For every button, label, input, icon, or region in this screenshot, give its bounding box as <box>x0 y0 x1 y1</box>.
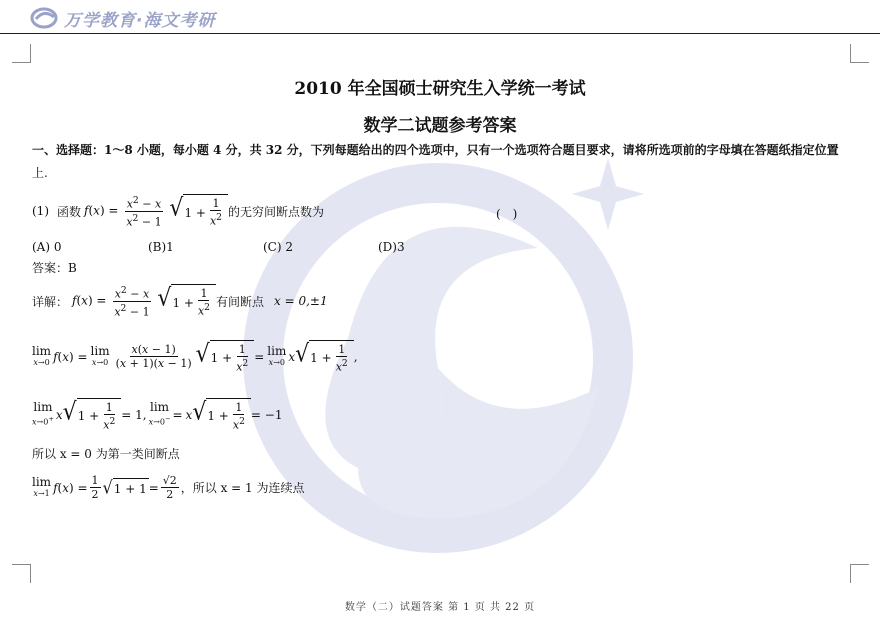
detail-label: 详解： <box>32 294 69 309</box>
option-a: (A) 0 <box>32 240 62 254</box>
conclusion-2: ，所以 x = 1 为连续点 <box>180 481 305 495</box>
section-heading: 一、选择题：1～8 小题，每小题 4 分，共 32 分，下列每题给出的四个选项中，只有一个选项符合题目要求，请将所选项前的字母填在答题纸指定位置 <box>32 143 839 157</box>
conclusion-1: 所以 x = 0 为第一类间断点 <box>32 447 180 461</box>
option-b: (B)1 <box>148 240 174 254</box>
option-c: (C) 2 <box>263 240 293 254</box>
detail-expression: f(x) = $\frac{x^2 - x}{x^2 - 1}$ √ 1 + $\frac{1}{x^2}$ <box>72 284 216 318</box>
limit-line-2: lim x→0+ x √ 1 + $\frac{1}{x^2}$ = 1, lim x→0− = x √ 1 + $\frac{1}{x^2}$ = −1 <box>32 398 283 432</box>
answer-label: 答案：B <box>32 261 77 275</box>
crop-mark-top-right <box>850 44 869 63</box>
function-expression: f(x) = $\frac{x^2 - x}{x^2 - 1}$ √ 1 + $\frac{1}{x^2}$ <box>84 194 228 228</box>
question-number: (1) <box>32 204 49 219</box>
crop-mark-bottom-left <box>12 564 31 583</box>
exam-subtitle: 数学二试题参考答案 <box>363 116 517 136</box>
section-heading-cont: 上. <box>32 166 48 180</box>
question-stem-prefix: 函数 <box>57 204 82 219</box>
answer-blank: ( ) <box>496 207 518 221</box>
logo <box>30 6 215 30</box>
logo-swirl-icon <box>30 7 60 29</box>
crop-mark-top-left <box>12 44 31 63</box>
detail-breakpoints: 有间断点 <box>216 294 265 309</box>
question-1-stem <box>32 194 324 228</box>
exam-title: 2010 年全国硕士研究生入学统一考试 <box>294 79 586 99</box>
option-d: (D)3 <box>378 240 405 254</box>
page-header <box>0 0 880 36</box>
header-rule <box>0 33 880 34</box>
limit-line-1: lim x→0 f ( x ) = lim x→0 $\frac{x(x - 1)}{(x + 1)(x - 1)}$ √ 1 + $\frac{1}{x^2}$ = lim x→0 x √ 1 + $\frac{1}{x^2}$ , <box>32 340 358 374</box>
detail-line <box>32 284 328 318</box>
crop-mark-bottom-right <box>850 564 869 583</box>
detail-points: x = 0,±1 <box>274 294 328 309</box>
logo-text: 万学教育·海文考研 <box>64 10 216 31</box>
limit-line-3: lim x→1 f ( x ) = $\frac{1}{2}$ √ 1 + 1 = $\frac{√2}{2}$ ，所以 x = 1 为连续点 <box>32 474 305 501</box>
page-footer: 数学（二）试题答案 第 1 页 共 22 页 <box>344 602 536 613</box>
question-stem-suffix: 的无穷间断点数为 <box>228 204 325 219</box>
